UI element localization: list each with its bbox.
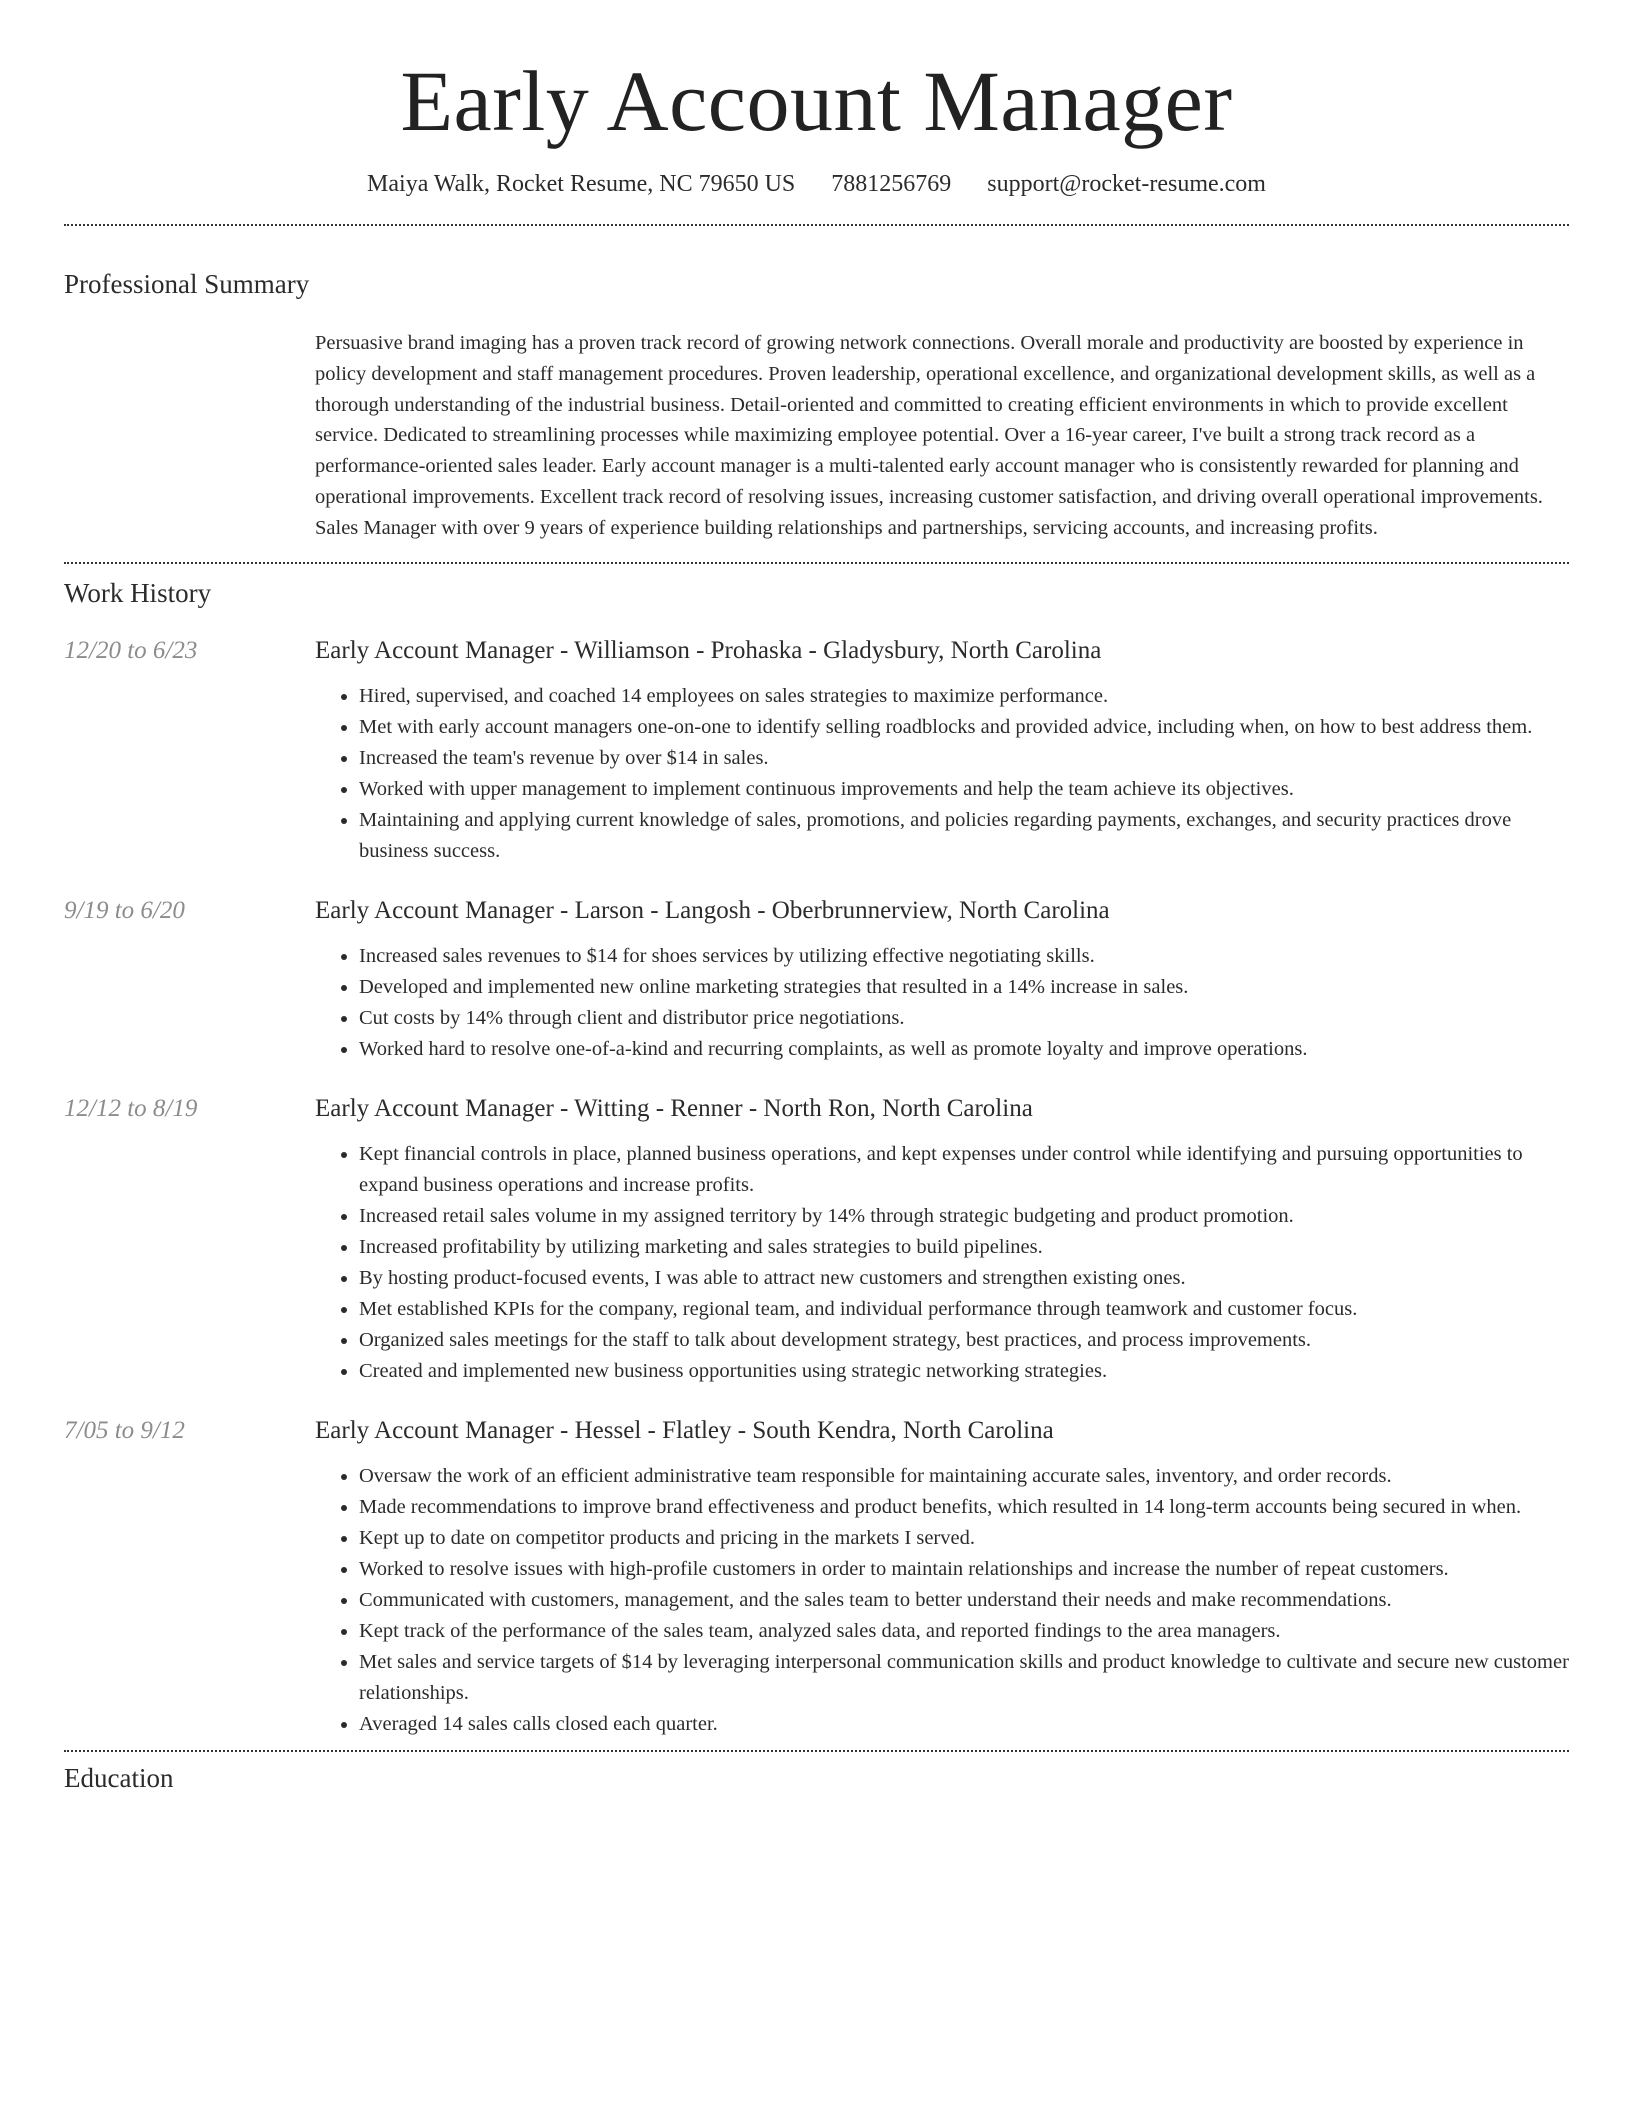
job-bullet: • Met with early account managers one-on-one to identify selling roadblocks and provided advice, including when, on how to best address them. bbox=[359, 712, 1574, 743]
job-title: Early Account Manager - Hessel - Flatley - South Kendra, North Carolina bbox=[315, 1416, 1054, 1444]
job-entry bbox=[64, 893, 1569, 1065]
job-dates: 12/20 to 6/23 bbox=[64, 636, 198, 664]
job-bullet: • Kept track of the performance of the sales team, analyzed sales data, and reported findings to the area managers. bbox=[359, 1616, 1574, 1647]
job-bullet: • Increased sales revenues to $14 for shoes services by utilizing effective negotiating skills. bbox=[359, 941, 1574, 972]
job-dates: 12/12 to 8/19 bbox=[64, 1094, 198, 1122]
job-dates: 7/05 to 9/12 bbox=[64, 1416, 185, 1444]
job-bullet: • Met established KPIs for the company, regional team, and individual performance through teamwork and customer focus. bbox=[359, 1294, 1574, 1325]
summary-heading: Professional Summary bbox=[64, 269, 310, 299]
job-bullets bbox=[315, 681, 1574, 867]
divider bbox=[64, 224, 1569, 226]
job-bullet: • Oversaw the work of an efficient administrative team responsible for maintaining accurate sales, inventory, and order records. bbox=[359, 1461, 1574, 1492]
job-entry bbox=[64, 1091, 1569, 1387]
job-bullet: • Made recommendations to improve brand effectiveness and product benefits, which resulted in 14 long-term accounts being secured in when. bbox=[359, 1492, 1574, 1523]
contact-address: Maiya Walk, Rocket Resume, NC 79650 US bbox=[367, 171, 796, 197]
job-bullets bbox=[315, 1139, 1574, 1387]
contact-line bbox=[64, 166, 1569, 202]
job-bullet: • Increased profitability by utilizing marketing and sales strategies to build pipelines. bbox=[359, 1232, 1574, 1263]
job-bullet: • Created and implemented new business opportunities using strategic networking strategies. bbox=[359, 1356, 1574, 1387]
job-bullet: • Cut costs by 14% through client and distributor price negotiations. bbox=[359, 1003, 1574, 1034]
job-bullet: • Developed and implemented new online marketing strategies that resulted in a 14% increase in sales. bbox=[359, 972, 1574, 1003]
education-heading: Education bbox=[64, 1762, 174, 1793]
job-bullets bbox=[315, 941, 1574, 1065]
job-entry bbox=[64, 633, 1569, 867]
contact-phone: 7881256769 bbox=[831, 171, 952, 197]
job-bullet: • Organized sales meetings for the staff to talk about development strategy, best practices, and process improvements. bbox=[359, 1325, 1574, 1356]
job-dates: 9/19 to 6/20 bbox=[64, 896, 185, 924]
contact-email: support@rocket-resume.com bbox=[987, 171, 1266, 197]
job-title: Early Account Manager - Larson - Langosh - Oberbrunnerview, North Carolina bbox=[315, 896, 1110, 924]
job-bullet: • Maintaining and applying current knowledge of sales, promotions, and policies regarding payments, exchanges, and security practices drove business success. bbox=[359, 805, 1574, 867]
work-history-heading: Work History bbox=[64, 577, 212, 608]
job-bullet: • Worked hard to resolve one-of-a-kind and recurring complaints, as well as promote loyalty and improve operations. bbox=[359, 1034, 1574, 1065]
job-bullet: • Averaged 14 sales calls closed each quarter. bbox=[359, 1709, 1574, 1740]
resume-title: Early Account Manager bbox=[400, 53, 1233, 149]
job-bullets bbox=[315, 1461, 1574, 1740]
job-bullet: • Kept financial controls in place, planned business operations, and kept expenses under control while identifying and pursuing opportunities to expand business operations and increase profits. bbox=[359, 1139, 1574, 1201]
job-bullet: • Met sales and service targets of $14 by leveraging interpersonal communication skills and product knowledge to cultivate and secure new customer relationships. bbox=[359, 1647, 1574, 1709]
job-bullet: • Increased the team's revenue by over $14 in sales. bbox=[359, 743, 1574, 774]
job-bullet: • By hosting product-focused events, I was able to attract new customers and strengthen existing ones. bbox=[359, 1263, 1574, 1294]
job-entry bbox=[64, 1413, 1569, 1740]
job-bullet: • Hired, supervised, and coached 14 employees on sales strategies to maximize performance. bbox=[359, 681, 1574, 712]
job-bullet: • Worked to resolve issues with high-profile customers in order to maintain relationships and increase the number of repeat customers. bbox=[359, 1554, 1574, 1585]
resume-page bbox=[64, 0, 1569, 1798]
job-bullet: • Kept up to date on competitor products and pricing in the markets I served. bbox=[359, 1523, 1574, 1554]
job-title: Early Account Manager - Witting - Renner - North Ron, North Carolina bbox=[315, 1094, 1033, 1122]
job-title: Early Account Manager - Williamson - Prohaska - Gladysbury, North Carolina bbox=[315, 636, 1102, 664]
job-bullet: • Worked with upper management to implement continuous improvements and help the team achieve its objectives. bbox=[359, 774, 1574, 805]
job-bullet: • Communicated with customers, management, and the sales team to better understand their needs and make recommendations. bbox=[359, 1585, 1574, 1616]
divider bbox=[64, 562, 1569, 564]
job-bullet: • Increased retail sales volume in my assigned territory by 14% through strategic budgeting and product promotion. bbox=[359, 1201, 1574, 1232]
summary-text: Persuasive brand imaging has a proven track record of growing network connections. Overall morale and productivity are boosted by experience in policy development and staff management procedures. Proven leadership, operational excellence, and organizational development skills, as well as a thorough understanding of the industrial business. Detail-oriented and committed to creating efficient environments in which to provide excellent service. Dedicated to streamlining processes while maximizing employee potential. Over a 16-year career, I've built a strong track record as a performance-oriented sales leader. Early account manager is a multi-talented early account manager who is consistently rewarded for planning and operational improvements. Excellent track record of resolving issues, increasing customer satisfaction, and driving overall operational improvements. Sales Manager with over 9 years of experience building relationships and partnerships, servicing accounts, and increasing profits. bbox=[315, 332, 1543, 539]
divider bbox=[64, 1750, 1569, 1752]
